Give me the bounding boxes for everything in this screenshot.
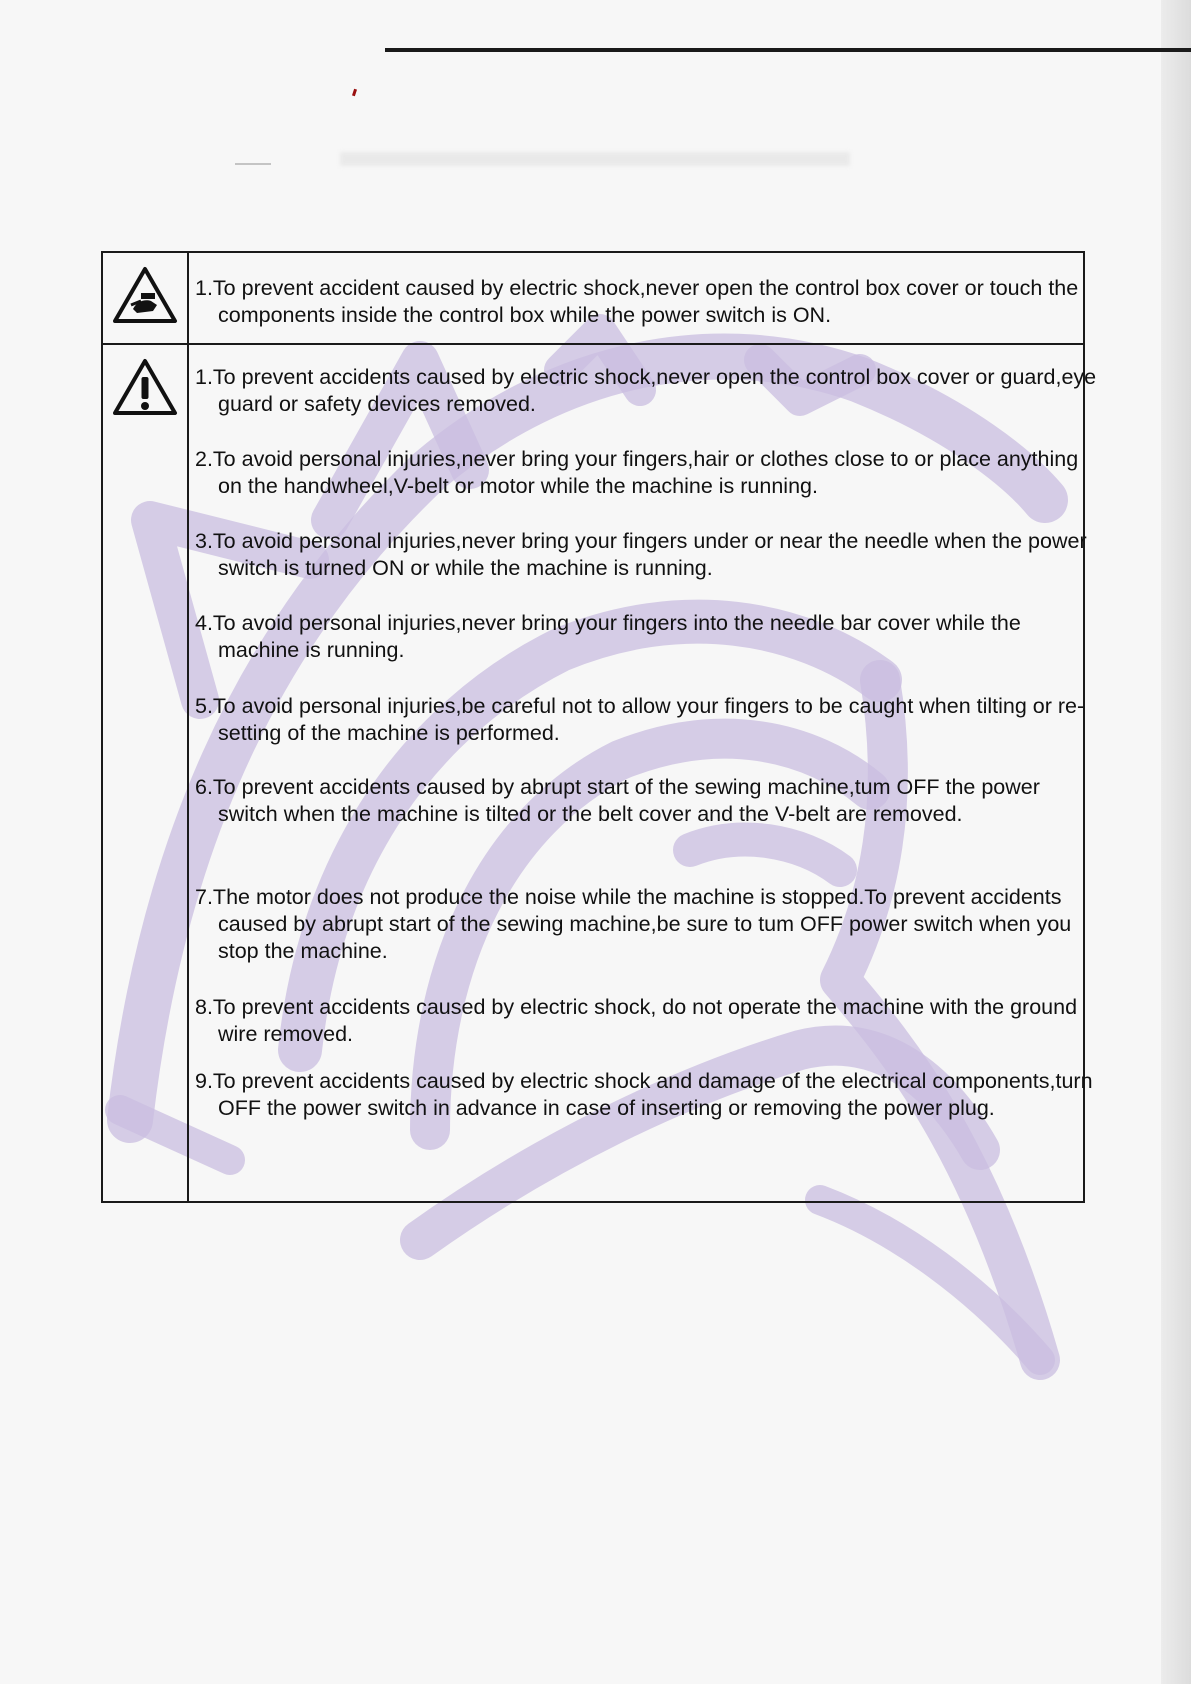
- caution-exclamation-icon: [111, 357, 179, 417]
- caution-item-2: 2.To avoid personal injuries,never bring your fingers,hair or clothes close to or place anything on the handwheel,V-belt or motor while the machine is running.: [195, 447, 1079, 498]
- electric-shock-warning-icon: [111, 265, 179, 325]
- row-divider: [103, 343, 1083, 345]
- top-rule: [385, 48, 1191, 52]
- caution-item-6: 6.To prevent accidents caused by abrupt start of the sewing machine,tum OFF the power switch when the machine is tilted or the belt cover and the V-belt are removed.: [195, 775, 1040, 826]
- faint-dash: [235, 163, 271, 165]
- safety-warning-table: [101, 251, 1097, 1203]
- caution-item-4: 4.To avoid personal injuries,never bring your fingers into the needle bar cover while the machine is running.: [195, 611, 1021, 662]
- caution-item-8: 8.To prevent accidents caused by electric shock, do not operate the machine with the ground wire removed.: [195, 995, 1078, 1046]
- caution-item-3: 3.To avoid personal injuries,never bring your fingers under or near the needle when the power switch is turned ON or while the machine is running.: [195, 529, 1087, 580]
- icon-column-divider: [187, 253, 189, 1201]
- caution-item-1: 1.To prevent accidents caused by electric shock,never open the control box cover or guard,eye guard or safety devices removed.: [195, 365, 1097, 416]
- scan-speck: [352, 89, 357, 97]
- faint-header-bleed: [340, 152, 850, 166]
- caution-item-9: 9.To prevent accidents caused by electric shock and damage of the electrical components,turn OFF the power switch in advance in case of inserting or removing the power plug.: [195, 1069, 1093, 1120]
- caution-item-5: 5.To avoid personal injuries,be careful not to allow your fingers to be caught when tilting or re-setting of the machine is performed.: [195, 694, 1085, 745]
- caution-item-7: 7.The motor does not produce the noise while the machine is stopped.To prevent accidents caused by abrupt start of the sewing machine,be sure to tum OFF power switch when you stop the machine.: [195, 885, 1072, 963]
- scan-edge-shadow: [1161, 0, 1191, 1684]
- electric-warning-item-1: 1.To prevent accident caused by electric shock,never open the control box cover or touch the components inside the control box while the power switch is ON.: [195, 276, 1079, 327]
